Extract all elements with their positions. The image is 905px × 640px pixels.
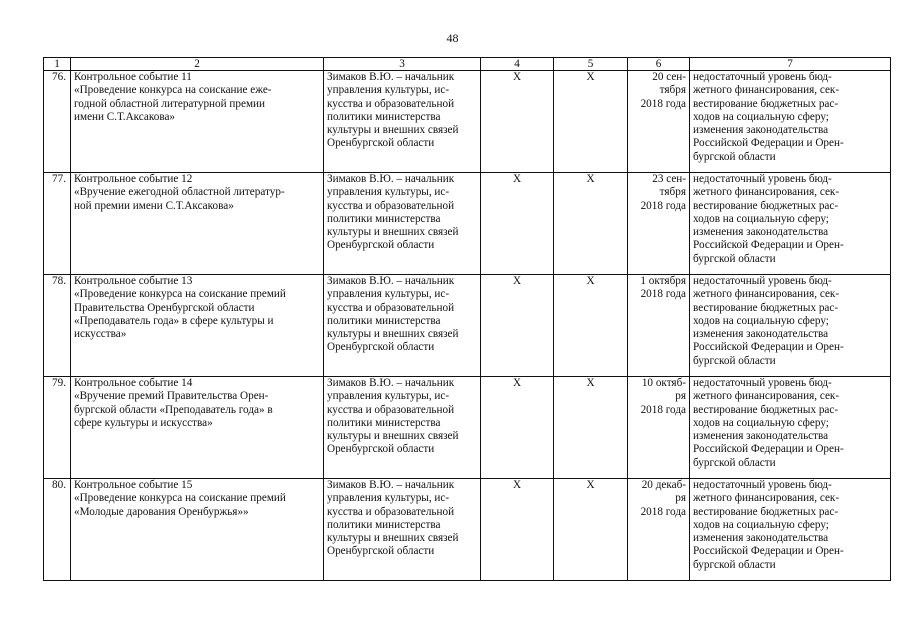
- risks-cell: недостаточный уровень бюд- жетного финансирования, сек- вестирование бюджетных рас- ходов на социальную сферу; изменения законодательства Российской Федерации и Орен- бургской области: [690, 377, 891, 479]
- column-number: 1: [44, 58, 71, 71]
- table-row: [44, 479, 891, 581]
- row-number: 80.: [44, 479, 71, 581]
- column-5-cell: Х: [554, 377, 628, 479]
- column-5-cell: Х: [554, 173, 628, 275]
- date-cell: 1 октября 2018 года: [628, 275, 690, 377]
- date-cell: 20 сен- тября 2018 года: [628, 71, 690, 173]
- event-cell: Контрольное событие 14 «Вручение премий Правительства Орен- бургской области «Преподаватель года» в сфере культуры и искусства»: [71, 377, 324, 479]
- column-5-cell: Х: [554, 71, 628, 173]
- column-number: 4: [481, 58, 554, 71]
- date-cell: 10 октяб- ря 2018 года: [628, 377, 690, 479]
- column-4-cell: Х: [481, 377, 554, 479]
- column-4-cell: Х: [481, 479, 554, 581]
- column-number: 2: [71, 58, 324, 71]
- event-cell: Контрольное событие 11 «Проведение конкурса на соискание еже- годной областной литературной премии имени С.Т.Аксакова»: [71, 71, 324, 173]
- event-cell: Контрольное событие 15 «Проведение конкурса на соискание премий «Молодые дарования Оренбуржья»»: [71, 479, 324, 581]
- column-number: 7: [690, 58, 891, 71]
- column-4-cell: Х: [481, 71, 554, 173]
- risks-cell: недостаточный уровень бюд- жетного финансирования, сек- вестирование бюджетных рас- ходов на социальную сферу; изменения законодательства Российской Федерации и Орен- бургской области: [690, 275, 891, 377]
- risks-cell: недостаточный уровень бюд- жетного финансирования, сек- вестирование бюджетных рас- ходов на социальную сферу; изменения законодательства Российской Федерации и Орен- бургской области: [690, 173, 891, 275]
- column-number-row: [44, 58, 891, 71]
- responsible-cell: Зимаков В.Ю. – начальник управления культуры, ис- кусства и образовательной политики министерства культуры и внешних связей Оренбургской области: [324, 71, 481, 173]
- row-number: 76.: [44, 71, 71, 173]
- table-row: [44, 275, 891, 377]
- column-5-cell: Х: [554, 479, 628, 581]
- responsible-cell: Зимаков В.Ю. – начальник управления культуры, ис- кусства и образовательной политики министерства культуры и внешних связей Оренбургской области: [324, 377, 481, 479]
- event-cell: Контрольное событие 13 «Проведение конкурса на соискание премий Правительства Оренбургской области «Преподаватель года» в сфере культуры и искусства»: [71, 275, 324, 377]
- column-number: 6: [628, 58, 690, 71]
- column-5-cell: Х: [554, 275, 628, 377]
- risks-cell: недостаточный уровень бюд- жетного финансирования, сек- вестирование бюджетных рас- ходов на социальную сферу; изменения законодательства Российской Федерации и Орен- бургской области: [690, 479, 891, 581]
- date-cell: 23 сен- тября 2018 года: [628, 173, 690, 275]
- column-number: 5: [554, 58, 628, 71]
- responsible-cell: Зимаков В.Ю. – начальник управления культуры, ис- кусства и образовательной политики министерства культуры и внешних связей Оренбургской области: [324, 275, 481, 377]
- date-cell: 20 декаб- ря 2018 года: [628, 479, 690, 581]
- column-number: 3: [324, 58, 481, 71]
- column-4-cell: Х: [481, 275, 554, 377]
- responsible-cell: Зимаков В.Ю. – начальник управления культуры, ис- кусства и образовательной политики министерства культуры и внешних связей Оренбургской области: [324, 479, 481, 581]
- responsible-cell: Зимаков В.Ю. – начальник управления культуры, ис- кусства и образовательной политики министерства культуры и внешних связей Оренбургской области: [324, 173, 481, 275]
- row-number: 78.: [44, 275, 71, 377]
- table-row: [44, 71, 891, 173]
- event-cell: Контрольное событие 12 «Вручение ежегодной областной литератур- ной премии имени С.Т.Аксакова»: [71, 173, 324, 275]
- page-number: 48: [446, 31, 459, 45]
- table-row: [44, 377, 891, 479]
- row-number: 79.: [44, 377, 71, 479]
- row-number: 77.: [44, 173, 71, 275]
- table-row: [44, 173, 891, 275]
- control-events-table: [43, 57, 891, 581]
- risks-cell: недостаточный уровень бюд- жетного финансирования, сек- вестирование бюджетных рас- ходов на социальную сферу; изменения законодательства Российской Федерации и Орен- бургской области: [690, 71, 891, 173]
- column-4-cell: Х: [481, 173, 554, 275]
